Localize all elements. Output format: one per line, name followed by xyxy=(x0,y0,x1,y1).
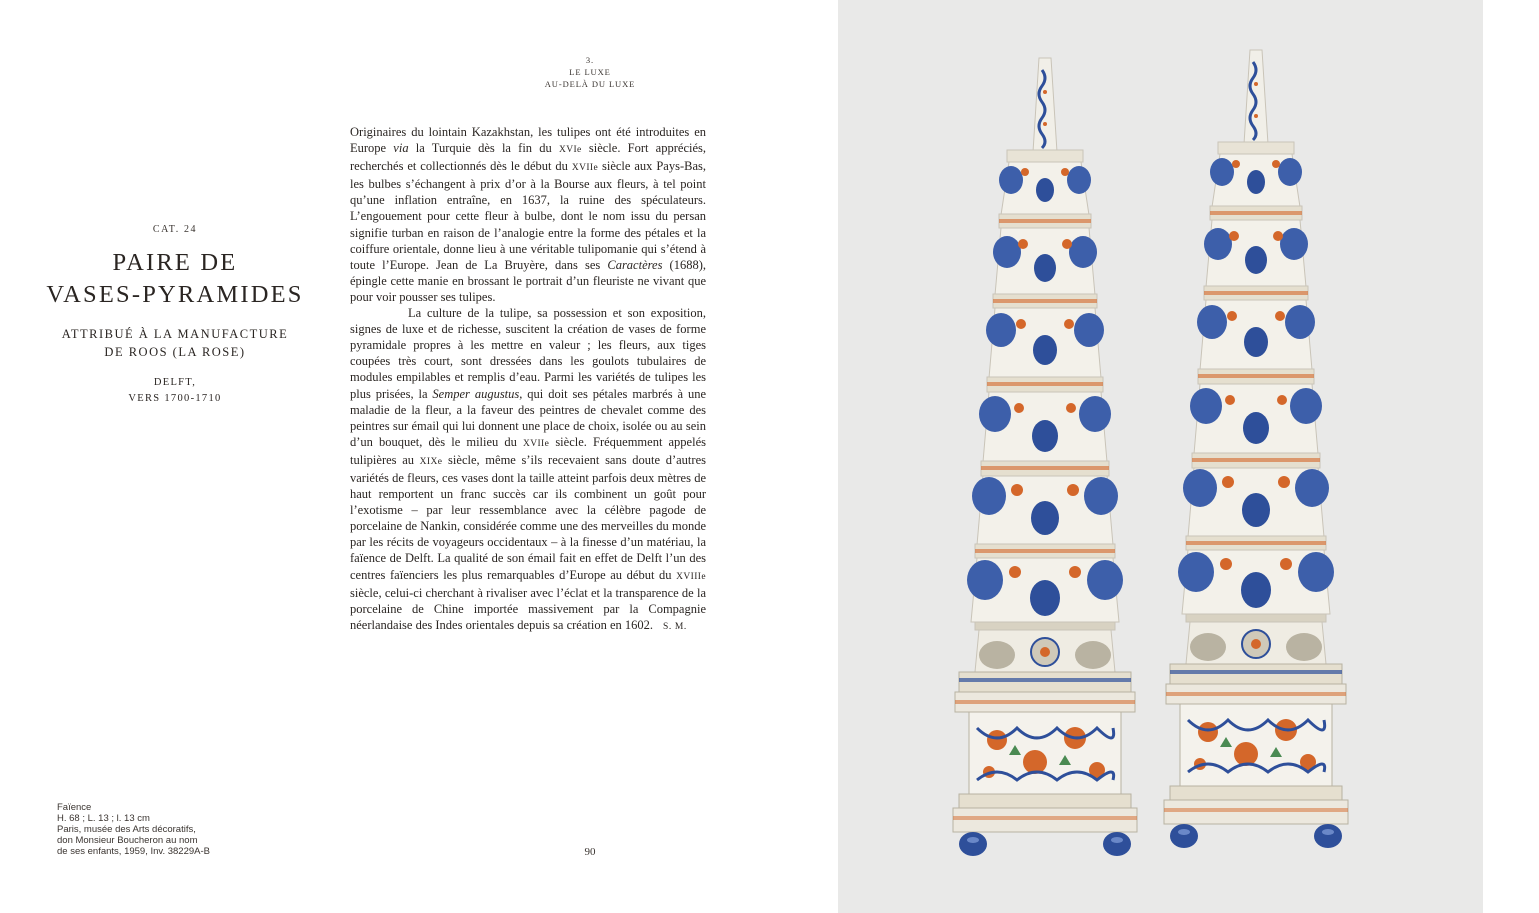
object-caption xyxy=(57,802,287,857)
chapter-title-line2: AU-DELÀ DU LUXE xyxy=(544,79,636,89)
essay-paragraph-1: Originaires du lointain Kazakhstan, les tulipes ont été introduites en Europe via la Turquie dès la fin du XVIe siècle. Fort appréciés, recherchés et collectionnés dès le début du XVIIe siècle aux Pays-Bas, les bulbes s’échangent à prix d’or à la Bourse aux fleurs, à tel point qu’une inflation entraîne, en 1637, la ruine des spéculateurs. L’engouement pour cette fleur à bulbe, dont le nom issu du persan signifie turban en raison de l’analogie entre la forme des pétales et la coiffure orientale, donne lieu à une véritable tulipomanie qui s’étend à toute l’Europe. Jean de La Bruyère, dans ses Caractères (1688), épingle cette manie en brossant le portrait d’un fleuriste ne vivant que pour voir pousser ses tulipes. xyxy=(350,125,706,304)
attribution xyxy=(30,325,320,361)
chapter-number: 3. xyxy=(585,55,595,65)
essay-paragraph-2: La culture de la tulipe, sa possession et son exposition, signes de luxe et de richesse, suscitent la création de vases de forme pyramidale propres à les mettre en valeur ; les fleurs, aux tiges coupées très court, sont dressées dans les goulots tubulaires de modules empilables et remplis d’eau. Parmi les variétés de tulipes les plus prisées, la Semper augustus, qui doit ses pétales marbrés à une maladie de la fleur, a la faveur des peintres de chevalet comme des peintres sur émail qui lui donnent une place de choix, isolée ou au sein d’un bouquet, dès le milieu du XVIIe siècle. Fréquemment appelés tulipières au XIXe siècle, même s’ils recevaient sans doute d’autres variétés de fleurs, ces vases dont la taille atteint parfois deux mètres de haut remportent un franc succès car ils combinent un goût pour l’exotisme – par leur ressemblance avec la célèbre pagode de porcelaine de Nankin, considérée comme une des merveilles du monde par les récits de voyageurs occidentaux – à la finesse d’un matériau, la faïence de Delft. La qualité de son émail fait en effet de Delft l’un des centres faïenciers les plus remarquables d’Europe au début du XVIIIe siècle, celui-ci cherchant à rivaliser avec l’éclat et la transparence de la porcelaine de Chine importée massivement par la Compagnie néerlandaise des Indes orientales depuis sa création en 1602. S. M. xyxy=(350,306,706,632)
place: DELFT, xyxy=(153,377,197,388)
vase-left xyxy=(953,58,1137,856)
chapter-title-line1: LE LUXE xyxy=(569,67,611,77)
caption-location: Paris, musée des Arts décoratifs, xyxy=(57,824,196,835)
page-number: 90 xyxy=(584,846,596,858)
catalogue-number: CAT. 24 xyxy=(152,224,198,235)
running-head xyxy=(520,54,660,90)
entry-title-line2: VASES-PYRAMIDES xyxy=(46,281,304,308)
vases-photograph xyxy=(838,0,1483,913)
place-and-date xyxy=(30,375,320,407)
entry-title-line1: PAIRE DE xyxy=(112,249,238,276)
essay-text xyxy=(350,124,706,635)
vase-right xyxy=(1164,50,1348,848)
attribution-line2: DE ROOS (LA ROSE) xyxy=(104,345,246,359)
date: VERS 1700-1710 xyxy=(128,393,222,404)
caption-dimensions: H. 68 ; L. 13 ; l. 13 cm xyxy=(57,813,150,824)
entry-title xyxy=(30,247,320,311)
attribution-line1: ATTRIBUÉ À LA MANUFACTURE xyxy=(61,327,289,341)
caption-material: Faïence xyxy=(57,802,92,813)
page-gutter xyxy=(1483,0,1539,913)
author-initials: S. M. xyxy=(663,621,687,632)
caption-donor: don Monsieur Boucheron au nom xyxy=(57,835,198,846)
catalogue-entry-heading xyxy=(30,224,320,407)
caption-inventory: de ses enfants, 1959, Inv. 38229A-B xyxy=(57,846,210,857)
